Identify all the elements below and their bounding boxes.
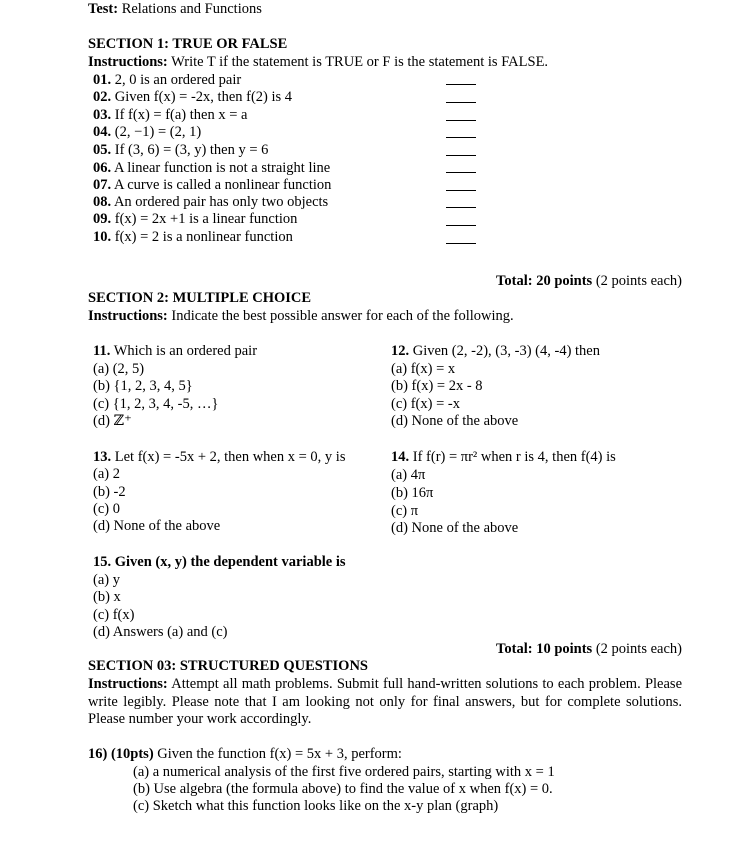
tf-item <box>93 89 292 107</box>
option: (d) ℤ⁺ <box>93 413 132 429</box>
option: (c) {1, 2, 3, 4, -5, …} <box>93 396 219 412</box>
answer-blank[interactable] <box>446 207 476 208</box>
answer-blank[interactable] <box>446 172 476 173</box>
tf-item <box>93 124 201 142</box>
tf-item-number: 10. <box>93 229 112 245</box>
answer-blank[interactable] <box>446 190 476 191</box>
answer-blank[interactable] <box>446 225 476 226</box>
section3-heading: SECTION 03: STRUCTURED QUESTIONS <box>88 658 368 674</box>
option: (a) (2, 5) <box>93 361 145 377</box>
answer-blank[interactable] <box>446 243 476 244</box>
tf-item-text: f(x) = 2x +1 is a linear function <box>114 211 298 227</box>
tf-item <box>93 107 247 125</box>
tf-item <box>93 211 297 229</box>
option: (c) f(x) <box>93 607 135 623</box>
section2-heading: SECTION 2: MULTIPLE CHOICE <box>88 290 312 306</box>
option: (c) π <box>391 503 419 519</box>
option: (a) f(x) = x <box>391 361 456 377</box>
option: (b) {1, 2, 3, 4, 5} <box>93 378 193 394</box>
tf-item <box>93 177 331 195</box>
answer-blank[interactable] <box>446 120 476 121</box>
page-title: Test: Relations and Functions <box>88 1 262 17</box>
tf-item-text: Given f(x) = -2x, then f(2) is 4 <box>114 89 293 105</box>
section1-instructions: Instructions: Write T if the statement is TRUE or F is the statement is FALSE. <box>88 54 549 70</box>
tf-item <box>93 160 330 178</box>
option: (b) -2 <box>93 484 126 500</box>
tf-item-number: 09. <box>93 211 112 227</box>
tf-item-text: If (3, 6) = (3, y) then y = 6 <box>114 142 269 158</box>
option: (b) x <box>93 589 121 605</box>
tf-item-number: 04. <box>93 124 112 140</box>
tf-item <box>93 194 328 212</box>
answer-blank[interactable] <box>446 155 476 156</box>
tf-item-number: 08. <box>93 194 112 210</box>
tf-item-text: A linear function is not a straight line <box>113 160 331 176</box>
option: (a) 2 <box>93 466 120 482</box>
q16-part-b: (b) Use algebra (the formula above) to find the value of x when f(x) = 0. <box>133 781 553 797</box>
tf-item <box>93 72 241 90</box>
option: (c) f(x) = -x <box>391 396 460 412</box>
section2-total: Total: 10 points (2 points each) <box>496 641 682 657</box>
section3-instructions: Instructions: Attempt all math problems. Submit full hand-written solutions to each problem. Please write legibly. Please note that I am looking not only for final answers, but for complete solutions. Please number your work accordingly. <box>88 676 682 727</box>
section1-total: Total: 20 points (2 points each) <box>496 273 682 289</box>
tf-item-number: 01. <box>93 72 112 88</box>
tf-item-number: 03. <box>93 107 112 123</box>
answer-blank[interactable] <box>446 102 476 103</box>
option: (d) None of the above <box>391 520 519 536</box>
option: (b) f(x) = 2x - 8 <box>391 378 483 394</box>
tf-item-text: An ordered pair has only two objects <box>113 194 329 210</box>
answer-blank[interactable] <box>446 84 476 85</box>
option: (a) 4π <box>391 467 426 483</box>
question-16: 16) (10pts) Given the function f(x) = 5x + 3, perform: <box>88 746 402 762</box>
q16-part-a: (a) a numerical analysis of the first five ordered pairs, starting with x = 1 <box>133 764 555 780</box>
option: (d) None of the above <box>391 413 519 429</box>
tf-item-text: 2, 0 is an ordered pair <box>114 72 242 88</box>
option: (d) Answers (a) and (c) <box>93 624 228 640</box>
tf-item <box>93 142 268 160</box>
answer-blank[interactable] <box>446 137 476 138</box>
q16-part-c: (c) Sketch what this function looks like on the x-y plan (graph) <box>133 798 499 814</box>
tf-item-text: f(x) = 2 is a nonlinear function <box>114 229 293 245</box>
tf-item-number: 02. <box>93 89 112 105</box>
tf-item <box>93 229 293 247</box>
tf-item-number: 06. <box>93 160 112 176</box>
tf-item-text: If f(x) = f(a) then x = a <box>114 107 248 123</box>
tf-item-text: (2, −1) = (2, 1) <box>114 124 202 140</box>
tf-item-number: 05. <box>93 142 112 158</box>
tf-item-text: A curve is called a nonlinear function <box>113 177 332 193</box>
tf-item-number: 07. <box>93 177 112 193</box>
option: (d) None of the above <box>93 518 221 534</box>
section1-heading: SECTION 1: TRUE OR FALSE <box>88 36 288 52</box>
section2-instructions: Instructions: Indicate the best possible answer for each of the following. <box>88 308 514 324</box>
option: (b) 16π <box>391 485 434 501</box>
option: (a) y <box>93 572 120 588</box>
option: (c) 0 <box>93 501 120 517</box>
